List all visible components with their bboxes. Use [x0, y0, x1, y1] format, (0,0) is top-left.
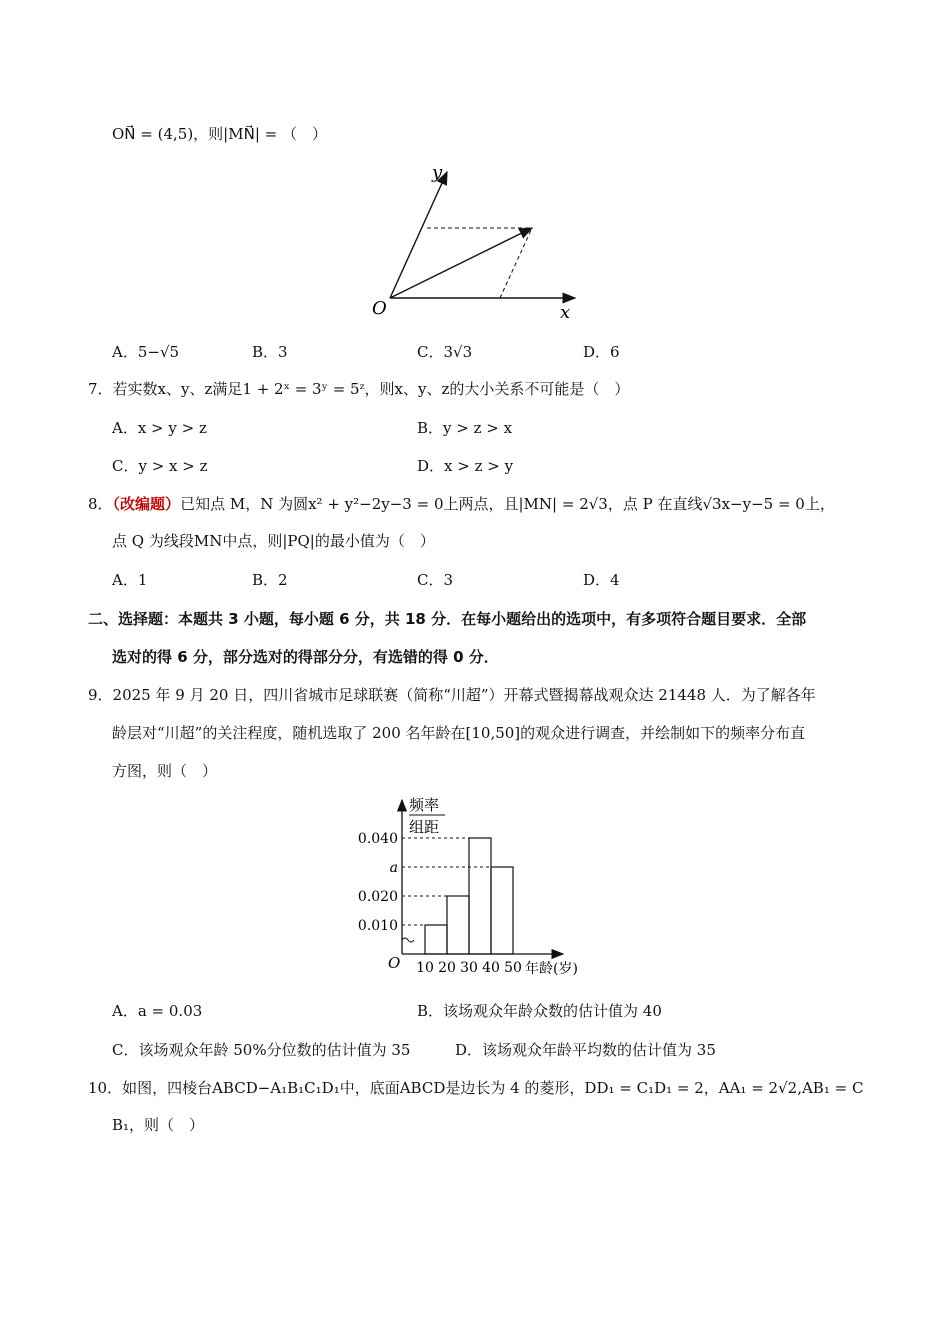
vector-on — [390, 228, 532, 298]
y-tick-label: 0.040 — [357, 831, 398, 847]
q9-option-d[interactable]: D．该场观众年龄平均数的估计值为 35 — [455, 1041, 716, 1059]
vector-figure — [360, 160, 590, 325]
x-tick-label: 10 — [416, 960, 434, 976]
x-tick-label: 40 — [482, 960, 500, 976]
section2-line2: 选对的得 6 分，部分选对的得部分分，有选错的得 0 分． — [112, 648, 499, 666]
q6-option-b[interactable]: B．3 — [252, 343, 288, 361]
dashed-parallel — [500, 228, 532, 298]
section2-line1: 二、选择题：本题共 3 小题，每小题 6 分，共 18 分．在每小题给出的选项中，有多项符合题目要求．全部 — [88, 610, 807, 628]
ylabel-bottom: 组距 — [409, 818, 440, 836]
label-y: y — [432, 162, 443, 183]
q8-option-d[interactable]: D．4 — [583, 571, 620, 589]
hist-bar — [447, 896, 469, 954]
q7-option-c[interactable]: C．y > x > z — [112, 457, 208, 475]
hist-bar — [491, 867, 513, 954]
frequency-histogram — [355, 790, 595, 985]
label-o: O — [372, 298, 387, 319]
x-tick-label: 30 — [460, 960, 478, 976]
q8-option-a[interactable]: A．1 — [112, 571, 148, 589]
y-tick-label: 0.020 — [357, 889, 398, 905]
y-tick-label: a — [389, 860, 398, 876]
hist-bar — [469, 838, 491, 954]
q8-line2: 点 Q 为线段MN中点，则|PQ|的最小值为（ ） — [112, 532, 435, 550]
q6-option-a[interactable]: A．5−√5 — [112, 343, 180, 361]
q9-option-c[interactable]: C．该场观众年龄 50%分位数的估计值为 35 — [112, 1041, 411, 1059]
q6-option-d[interactable]: D．6 — [583, 343, 620, 361]
q7-stem: 7．若实数x、y、z满足1 + 2ˣ = 3ʸ = 5ᶻ，则x、y、z的大小关系不可能是（ ） — [88, 380, 630, 398]
x-tick-label: 50 — [504, 960, 522, 976]
x-tick-label: 20 — [438, 960, 456, 976]
q9-line3: 方图，则（ ） — [112, 762, 218, 780]
q8-option-b[interactable]: B．2 — [252, 571, 288, 589]
q6-tail: ON⃗ = (4,5)，则|MN⃗| = （ ） — [112, 125, 327, 143]
q9-option-b[interactable]: B．该场观众年龄众数的估计值为 40 — [417, 1002, 662, 1020]
q10-line2: B₁，则（ ） — [112, 1116, 205, 1134]
q8-line1 — [88, 493, 835, 514]
q8-tag: （改编题） — [112, 495, 181, 513]
y-axis — [390, 172, 447, 298]
q9-line2: 龄层对“川超”的关注程度，随机选取了 200 名年龄在[10,50]的观众进行调查，并绘制如下的频率分布直 — [112, 724, 806, 742]
xlabel: 年龄(岁) — [525, 961, 578, 977]
ylabel-top: 频率 — [409, 796, 440, 814]
q8-number: 8． — [88, 495, 113, 513]
q9-option-a[interactable]: A．a = 0.03 — [112, 1002, 203, 1020]
origin-label: O — [388, 954, 401, 972]
q8-option-c[interactable]: C．3 — [417, 571, 454, 589]
q8-text1: 已知点 M，N 为圆x² + y²−2y−3 = 0上两点，且|MN| = 2√3，点 P 在直线√3x−y−5 = 0上， — [180, 495, 835, 513]
y-tick-label: 0.010 — [357, 918, 398, 934]
label-x: x — [560, 302, 571, 323]
q10-line1: 10．如图，四棱台ABCD−A₁B₁C₁D₁中，底面ABCD是边长为 4 的菱形，DD₁ = C₁D₁ = 2，AA₁ = 2√2,AB₁ = C — [88, 1079, 864, 1097]
q7-option-a[interactable]: A．x > y > z — [112, 419, 207, 437]
q6-option-c[interactable]: C．3√3 — [417, 343, 473, 361]
q7-option-b[interactable]: B．y > z > x — [417, 419, 513, 437]
q9-line1: 9．2025 年 9 月 20 日，四川省城市足球联赛（简称“川超”）开幕式暨揭幕战观众达 21448 人．为了解各年 — [88, 686, 816, 704]
axis-break — [402, 938, 414, 942]
q7-option-d[interactable]: D．x > z > y — [417, 457, 514, 475]
hist-bar — [425, 925, 447, 954]
